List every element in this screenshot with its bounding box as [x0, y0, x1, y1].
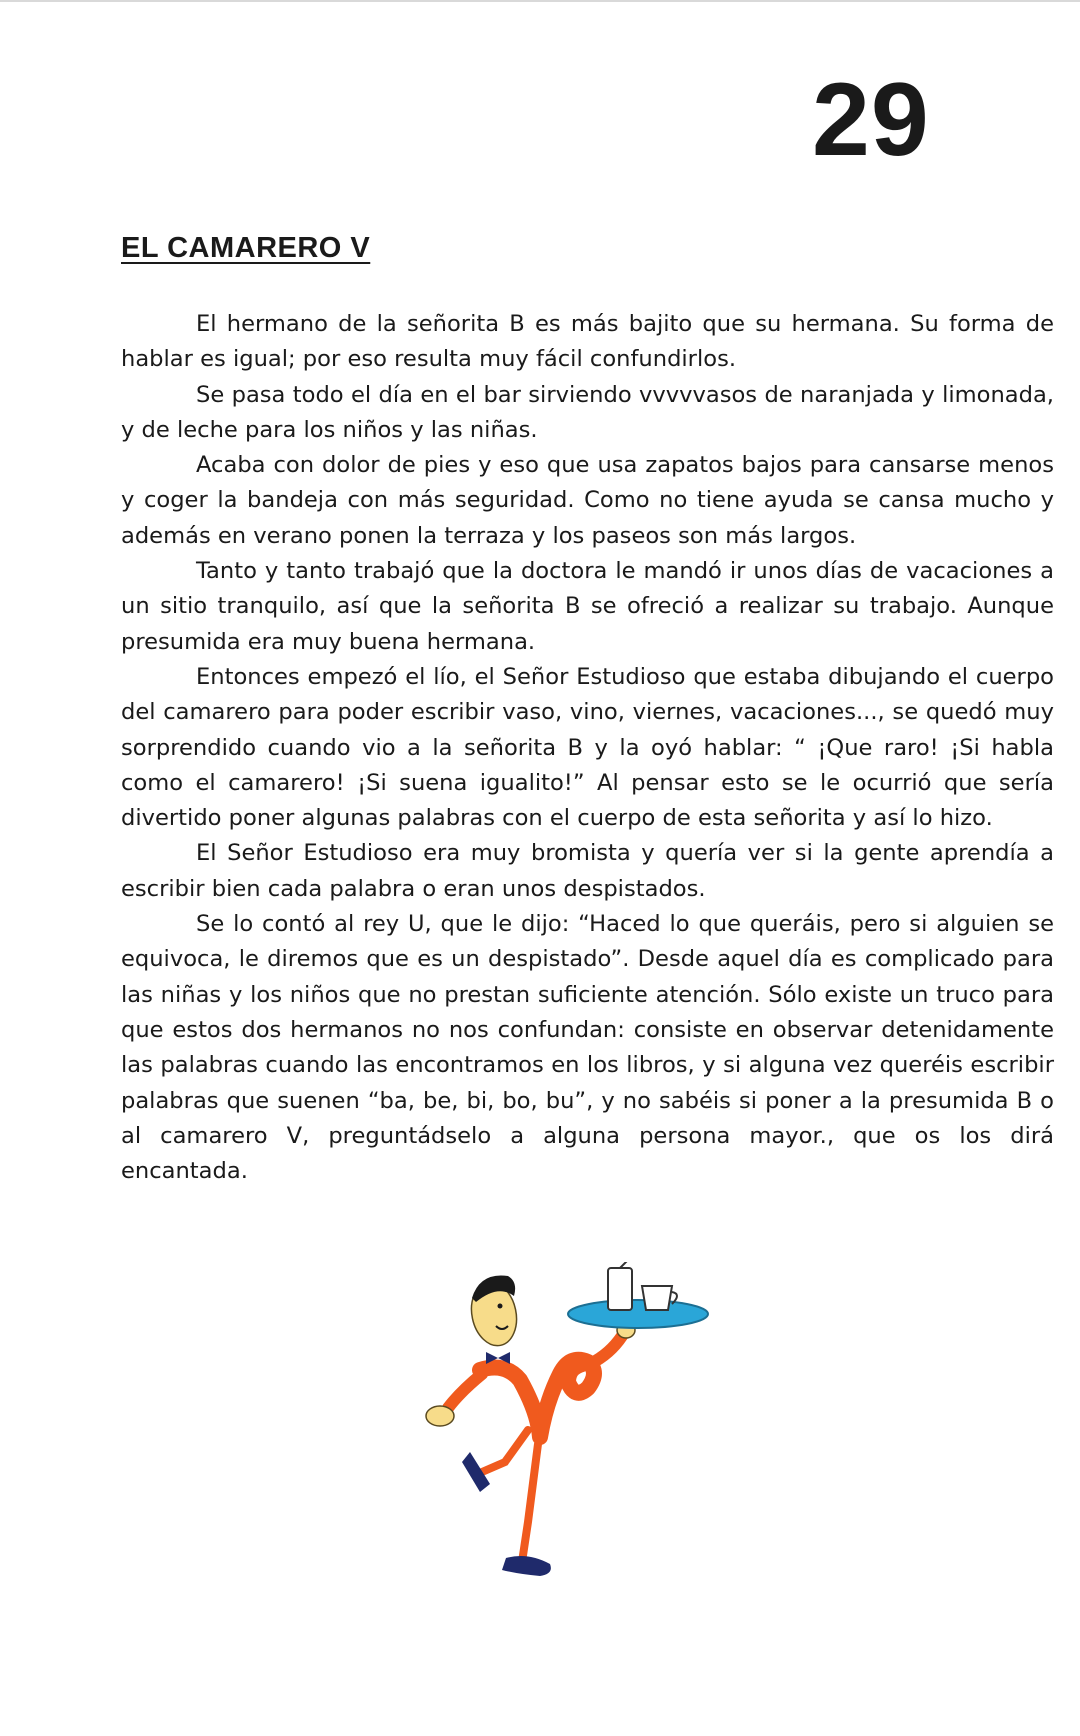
story-paragraph: El hermano de la señorita B es más bajito que su hermana. Su forma de hablar es igual; por eso resulta muy fácil confundirlos. — [121, 311, 1054, 373]
story-paragraph: Se pasa todo el día en el bar sirviendo vvvvvasos de naranjada y limonada, y de leche para los niños y las niñas. — [121, 381, 1054, 443]
head — [466, 1275, 522, 1349]
v-body — [480, 1360, 594, 1437]
story-paragraph: Entonces empezó el lío, el Señor Estudioso que estaba dibujando el cuerpo del camarero para poder escribir vaso, vino, viernes, vacaciones..., se quedó muy sorprendido cuando vio a la señorita B y la oyó hablar: “ ¡Que raro! ¡Si habla como el camarero! ¡Si suena igualito!” Al pensar esto se le ocurrió que sería divertido poner algunas palabras con el cuerpo de esta señorita y así lo hizo. — [121, 663, 1054, 832]
chapter-title: EL CAMARERO V — [121, 232, 371, 264]
back-leg — [462, 1430, 528, 1492]
story-paragraph: Acaba con dolor de pies y eso que usa zapatos bajos para cansarse menos y coger la bandeja con más seguridad. Como no tiene ayuda se cansa mucho y además en verano ponen la terraza y los paseos son más largos. — [121, 452, 1054, 549]
page-number: 29 — [812, 62, 930, 178]
story-paragraph: El Señor Estudioso era muy bromista y quería ver si la gente aprendía a escribir bien cada palabra o eran unos despistados. — [121, 840, 1054, 902]
front-leg — [502, 1444, 551, 1576]
left-arm — [426, 1374, 482, 1426]
story-paragraph: Tanto y tanto trabajó que la doctora le mandó ir unos días de vacaciones a un sitio tranquilo, así que la señorita B se ofreció a realizar su trabajo. Aunque presumida era muy buena hermana. — [121, 558, 1054, 655]
story-paragraph: Se lo contó al rey U, que le dijo: “Haced lo que queráis, pero si alguien se equivoca, le diremos que es un despistado”. Desde aquel día es complicado para las niñas y los niños que no prestan suficiente atención. Sólo existe un truco para que estos dos hermanos no nos confundan: consiste en observar detenidamente las palabras cuando las encontramos en los libros, y si alguna vez queréis escribir palabras que suenen “ba, be, bi, bo, bu”, y no sabéis si poner a la presumida B o al camarero V, preguntádselo a alguna persona mayor., que os los dirá encantada. — [121, 911, 1054, 1185]
top-border-line — [0, 0, 1080, 2]
waiter-v-illustration — [410, 1262, 740, 1612]
story-text — [121, 307, 1054, 1189]
tray — [568, 1300, 708, 1328]
